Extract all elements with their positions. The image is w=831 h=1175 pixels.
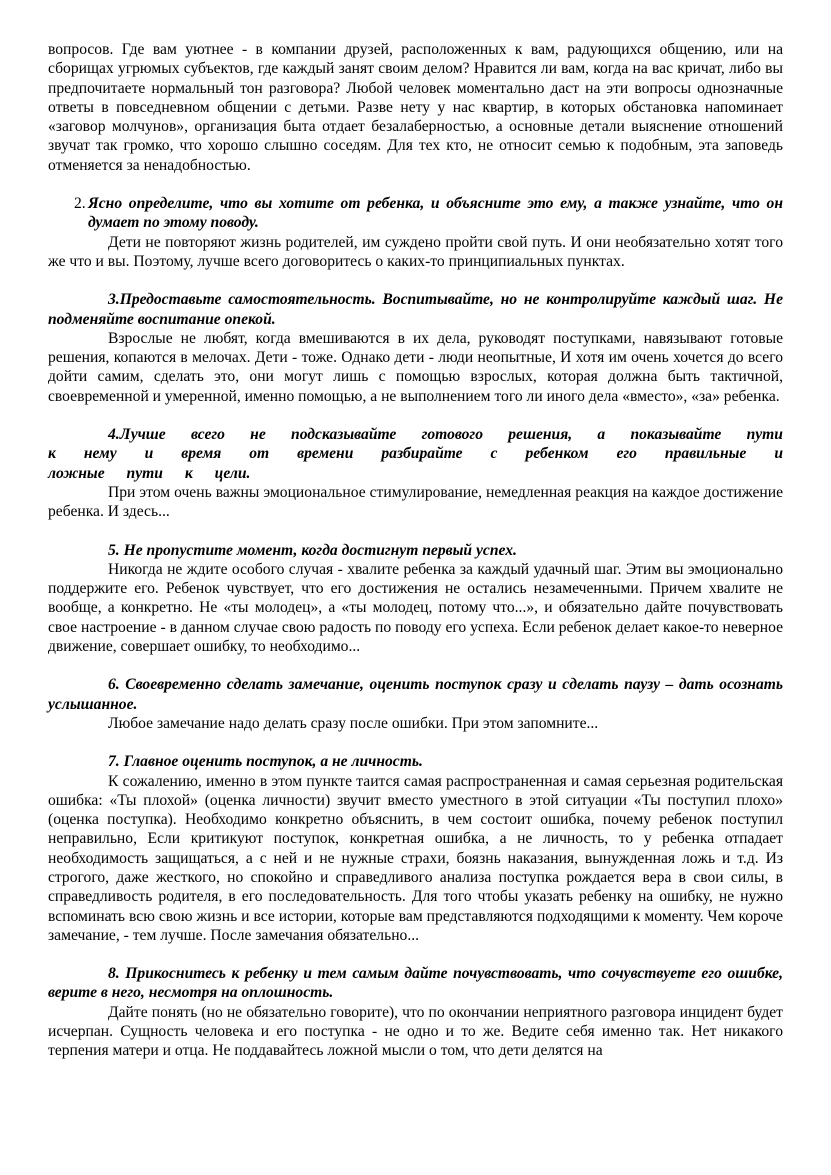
section-8-heading: 8. Прикоснитесь к ребенку и тем самым дайте почувствовать, что сочувствуете его ошибке, верите в него, несмотря на оплошность. [48,965,783,1002]
spacer [48,656,783,675]
section-7-heading: 7. Главное оценить поступок, а не личность. [108,753,423,771]
spacer [48,271,783,290]
document-page [48,40,783,1061]
section-6-body: Любое замечание надо делать сразу после ошибки. При этом запомните... [108,714,599,732]
section-5-body: Никогда не ждите особого случая - хвалите ребенка за каждый удачный шаг. Этим вы эмоционально поддержите его. Ребенок чувствует, что его достижения не остались незамеченными. Причем хвалите не вообще, а конкретно. Не «ты молодец», а «ты молодец, потому что...», и обязательно дайте почувствовать свое настроение - в данном случае свою радость по поводу его успеха. Если ребенок делает какое-то неверное движение, совершает ошибку, то необходимо... [48,560,783,656]
spacer [48,733,783,752]
spacer [48,406,783,425]
spacer [48,945,783,964]
section-4-heading: 4.Лучше всего не подсказывайте готового решения, а показывайте пути к нему и время от времени разбирайте с ребенком его правильные и ложные пути к цели. [48,426,783,482]
section-3-heading: 3.Предоставьте самостоятельность. Воспитывайте, но не контролируйте каждый шаг. Не подменяйте воспитание опекой. [48,291,783,328]
spacer [48,175,783,194]
section-8-body: Дайте понять (но не обязательно говорите), что по окончании неприятного разговора инцидент будет исчерпан. Сущность человека и его поступка - не одно и то же. Ведите себя именно так. Нет никакого терпения матери и отца. Не поддавайтесь ложной мысли о том, что дети делятся на [48,1003,783,1060]
section-2-number: 2. [74,195,86,213]
section-4-body: При этом очень важны эмоциональное стимулирование, немедленная реакция на каждое достижение ребенка. И здесь... [48,483,783,521]
section-5-heading: 5. Не пропустите момент, когда достигнут первый успех. [108,541,517,559]
section-2-heading-text: Ясно определите, что вы хотите от ребенка, и объясните это ему, а также узнайте, что он думает по этому поводу. [88,195,783,232]
intro-paragraph: вопросов. Где вам уютнее - в компании друзей, расположенных к вам, радующихся общению, или на сборищах угрюмых субъектов, где каждый занят своим делом? Нравится ли вам, когда на вас кричат, либо вы предпочитаете нормальный тон разговора? Любой человек моментально даст на эти вопросы однозначные ответы в повседневном общении с детьми. Разве нету у нас квартир, в которых обстановка напоминает «заговор молчунов», организация быта отдает безалаберностью, а основные детали выяснение отношений звучат так громко, что хорошо слышно соседям. Для тех кто, не относит семью к подобным, эта заповедь отменяется за ненадобностью. [48,41,783,174]
section-2-body: Дети не повторяют жизнь родителей, им суждено пройти свой путь. И они необязательно хотят того же что и вы. Поэтому, лучше всего договоритесь о каких-то принципиальных пунктах. [48,233,783,270]
section-2-heading [48,194,783,233]
section-3-body: Взрослые не любят, когда вмешиваются в их дела, руководят поступками, навязывают готовые решения, копаются в мелочах. Дети - тоже. Однако дети - люди неопытные, И хотя им очень хочется до всего дойти самим, сделать это, они могут лишь с помощью взрослых, которая должна быть тактичной, своевременной и умеренной, именно помощью, а не выполнением того ли иного дела «вместо», «за» ребенка. [48,329,783,405]
spacer [48,522,783,541]
section-6-heading: 6. Своевременно сделать замечание, оценить поступок сразу и сделать паузу – дать осознать услышанное. [48,676,783,713]
section-7-body: К сожалению, именно в этом пункте таится самая распространенная и самая серьезная родительская ошибка: «Ты плохой» (оценка личности) звучит вместо уместного в этой ситуации «Ты поступил плохо» (оценка поступка). Необходимо конкретно объяснить, в чем состоит ошибка, почему ребенок поступил неправильно, Если критикуют поступок, конкретная ошибка, а не личность, то у ребенка отпадает необходимость защищаться, а с ней и не нужные страхи, боязнь наказания, вынужденная ложь и т.д. Из строгого, даже жесткого, но спокойно и справедливого анализа поступка рождается вера в свои силы, в справедливость родителя, в его последовательность. Для того чтобы указать ребенку на ошибку, не нужно вспоминать всю свою жизнь и все истории, которые вам представляются подходящими к моменту. Чем короче замечание, - тем лучше. После замечания обязательно... [48,772,783,944]
